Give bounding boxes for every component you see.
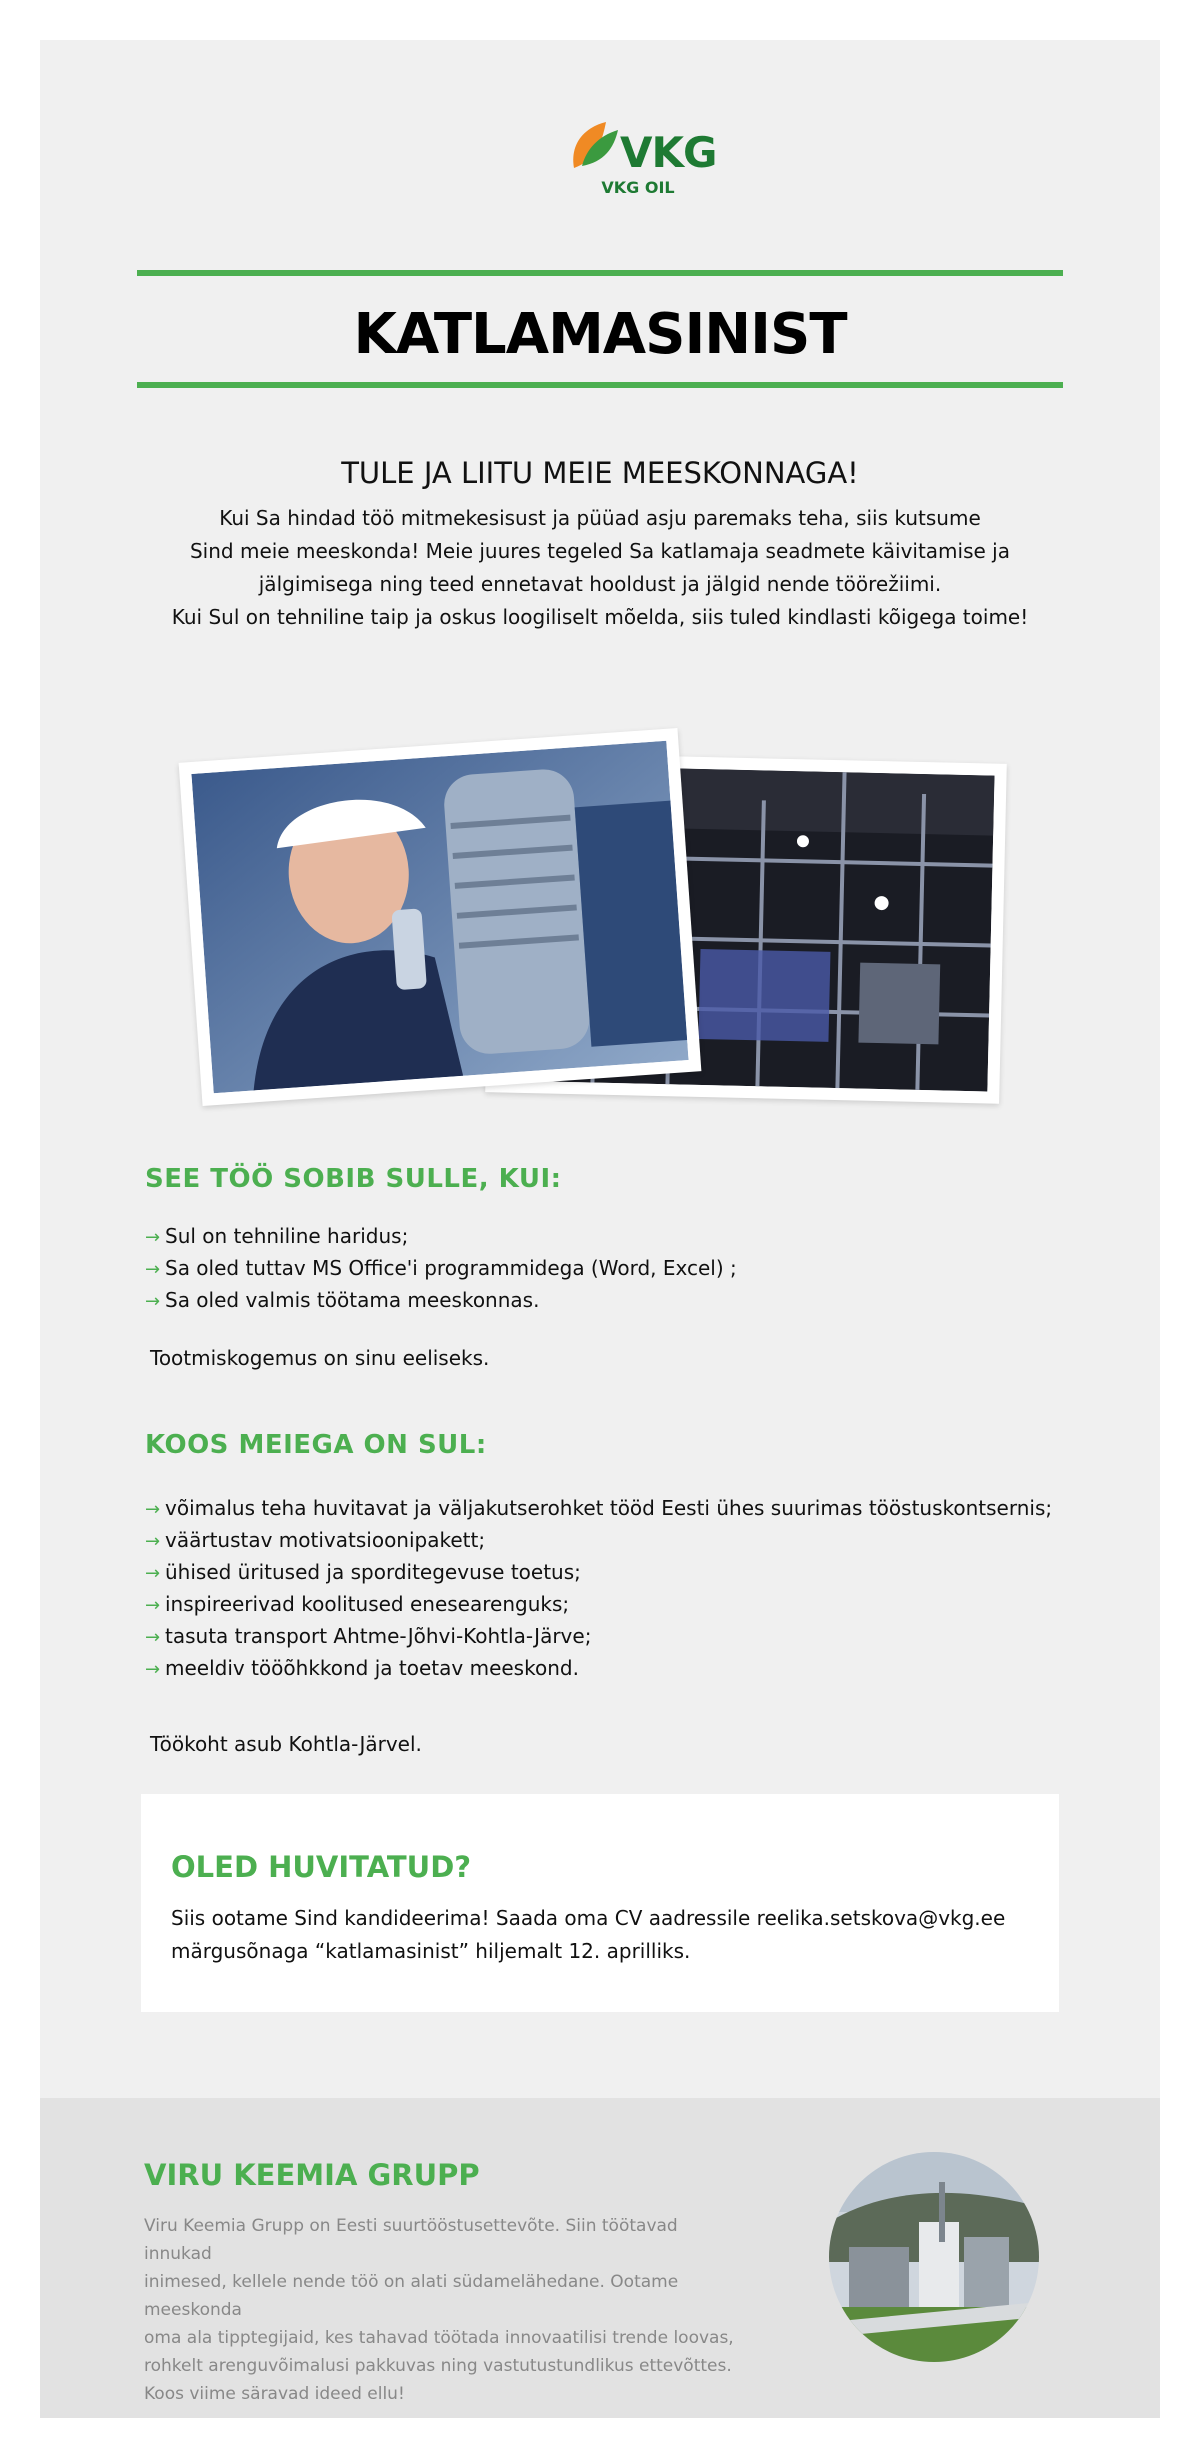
list-item: → tasuta transport Ahtme-Jõhvi-Kohtla-Järve; — [145, 1620, 1052, 1652]
list-item: → Sa oled tuttav MS Office'i programmidega (Word, Excel) ; — [145, 1252, 737, 1284]
footer-heading: VIRU KEEMIA GRUPP — [144, 2158, 480, 2192]
list-item: → ühised üritused ja sporditegevuse toetus; — [145, 1556, 1052, 1588]
footer-line: oma ala tipptegijaid, kes tahavad töötada innovaatilisi trende loovas, — [144, 2328, 734, 2348]
intro-text — [170, 502, 1030, 634]
requirements-heading: SEE TÖÖ SOBIB SULLE, KUI: — [145, 1164, 562, 1194]
arrow-right-icon: → — [145, 1627, 161, 1648]
footer-line: Viru Keemia Grupp on Eesti suurtööstusettevõte. Siin töötavad innukad — [144, 2216, 678, 2264]
cta-box — [141, 1794, 1059, 2012]
leaf-icon — [568, 116, 624, 176]
intro-heading: TULE JA LIITU MEIE MEESKONNAGA! — [341, 456, 859, 490]
footer-line: rohkelt arenguvõimalusi pakkuvas ning vastutustundlikus ettevõttes. — [144, 2356, 732, 2376]
factory-photo — [829, 2152, 1039, 2362]
arrow-right-icon: → — [145, 1563, 161, 1584]
requirements-list — [145, 1220, 737, 1316]
benefits-list — [145, 1492, 1052, 1684]
list-item: → võimalus teha huvitavat ja väljakutserohket tööd Eesti ühes suurimas tööstuskontsernis; — [145, 1492, 1052, 1524]
arrow-right-icon: → — [145, 1499, 161, 1520]
arrow-right-icon: → — [145, 1595, 161, 1616]
cta-text — [171, 1902, 1011, 1968]
arrow-right-icon: → — [145, 1291, 161, 1312]
logo-subtitle: VKG OIL — [601, 178, 675, 197]
cta-heading: OLED HUVITATUD? — [171, 1850, 472, 1884]
job-title: KATLAMASINIST — [353, 302, 847, 367]
arrow-right-icon: → — [145, 1531, 161, 1552]
arrow-right-icon: → — [145, 1659, 161, 1680]
intro-line: jälgimisega ning teed ennetavat hooldust ja jälgid nende töörežiimi. — [258, 572, 942, 596]
list-item: → Sa oled valmis töötama meeskonnas. — [145, 1284, 737, 1316]
job-ad-card — [40, 40, 1160, 2418]
title-rule-top — [137, 270, 1063, 276]
intro-line: Kui Sa hindad töö mitmekesisust ja püüad asju paremaks teha, siis kutsume — [219, 506, 981, 530]
title-rule-bottom — [137, 382, 1063, 388]
cta-line: märgusõnaga “katlamasinist” hiljemalt 12. aprilliks. — [171, 1939, 691, 1963]
footer-line: Koos viime säravad ideed ellu! — [144, 2384, 405, 2404]
list-item: → Sul on tehniline haridus; — [145, 1220, 737, 1252]
intro-line: Sind meie meeskonda! Meie juures tegeled Sa katlamaja seadmete käivitamise ja — [189, 539, 1010, 563]
arrow-right-icon: → — [145, 1259, 161, 1280]
intro-line: Kui Sul on tehniline taip ja oskus loogiliselt mõelda, siis tuled kindlasti kõigega toime! — [171, 605, 1029, 629]
footer-line: inimesed, kellele nende töö on alati südamelähedane. Ootame meeskonda — [144, 2272, 679, 2320]
list-item: → inspireerivad koolitused enesearenguks; — [145, 1588, 1052, 1620]
list-item: → meeldiv tööõhkkond ja toetav meeskond. — [145, 1652, 1052, 1684]
cta-line[interactable]: Siis ootame Sind kandideerima! Saada oma CV aadressile reelika.setskova@vkg.ee — [171, 1906, 1006, 1930]
benefits-heading: KOOS MEIEGA ON SUL: — [145, 1430, 487, 1460]
arrow-right-icon: → — [145, 1227, 161, 1248]
experience-note: Tootmiskogemus on sinu eeliseks. — [150, 1346, 490, 1370]
footer-text — [144, 2212, 744, 2408]
worker-photo — [179, 728, 702, 1106]
list-item: → väärtustav motivatsioonipakett; — [145, 1524, 1052, 1556]
vkg-logo — [528, 110, 717, 200]
logo-wordmark: VKG — [620, 128, 717, 177]
company-footer — [40, 2098, 1160, 2418]
location-note: Töökoht asub Kohtla-Järvel. — [150, 1732, 422, 1756]
